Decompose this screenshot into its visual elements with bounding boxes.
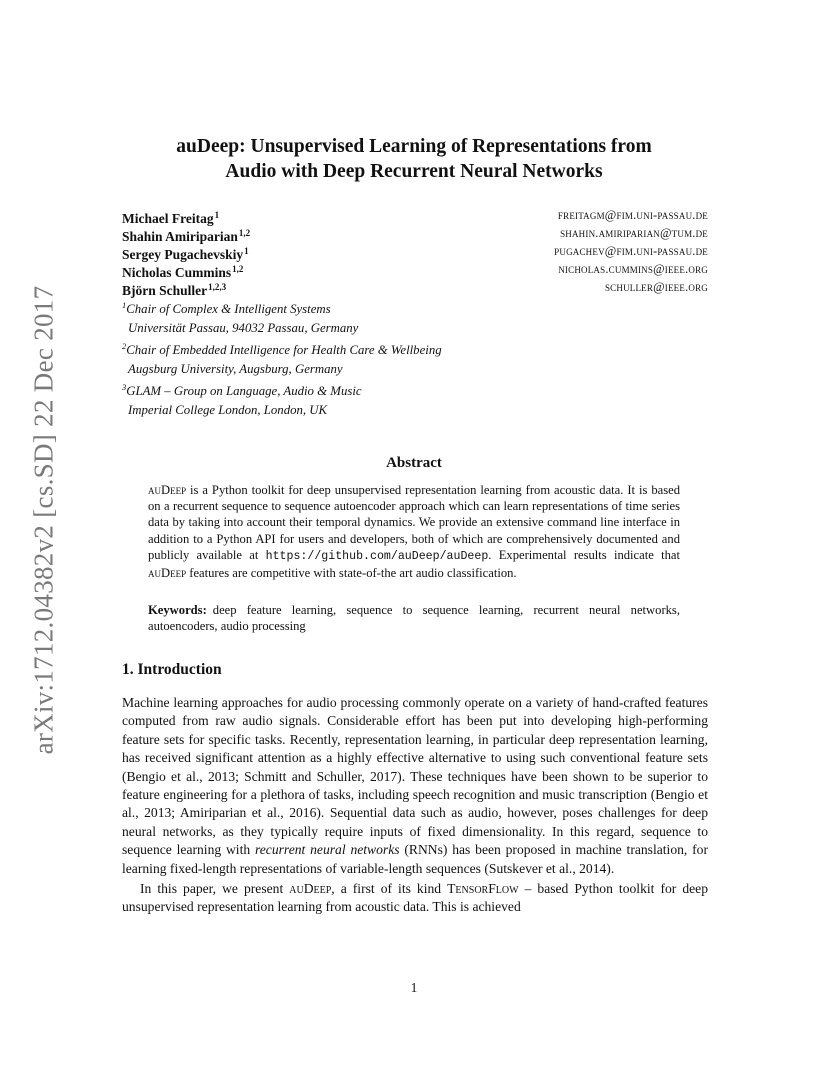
author-affil-sup: 1,2 (232, 264, 244, 274)
affiliation-line: $^2$Chair of Embedded Intelligence for Health Care & Wellbeing (122, 341, 442, 358)
affiliation-line: $^3$GLAM – Group on Language, Audio & Music (122, 382, 362, 399)
toolkit-name: auDeep (148, 483, 187, 497)
author-email: schuller@ieee.org (604, 280, 708, 294)
author-email: freitagm@fim.uni-passau.de (557, 208, 708, 222)
toolkit-name: auDeep (148, 566, 187, 581)
keywords (148, 602, 680, 634)
author-block (122, 206, 708, 420)
title-line-1: auDeep: Unsupervised Learning of Representations from (176, 136, 652, 157)
author-affil-sup: 1,2 (238, 228, 251, 238)
author-affil-sup: 1,2,3 (208, 282, 227, 292)
affiliation-line: Universität Passau, 94032 Passau, Germany (128, 320, 359, 335)
keywords-text: deep feature learning, sequence to sequence learning, recurrent neural networks, autoencoders, audio processing (148, 603, 680, 634)
abstract-text: auDeep is a Python toolkit for deep unsupervised representation learning from acoustic data. It is based on a recurrent sequence to sequence autoencoder approach which can learn representations of time series data by taking into account their temporal dynamics. We provide an extensive command line interface in addition to a Python API for users and developers, both of which are comprehensively documented and publicly available at https://github.com/auDeep/auDeep. Experimental results indicate that auDeep features are competitive with state-of-the art audio classification. (148, 483, 680, 581)
paper-title (120, 134, 708, 184)
introduction-body (122, 694, 708, 917)
section-heading-introduction: 1. Introduction (122, 661, 222, 678)
author-name: Michael Freitag (122, 211, 214, 226)
author-affil-sup: 1 (214, 210, 220, 220)
affiliations (122, 296, 708, 420)
paragraph: In this paper, we present auDeep, a first of its kind TensorFlow – based Python toolkit for deep unsupervised representation learning from acoustic data. This is achieved (122, 881, 708, 915)
author-name: Nicholas Cummins (122, 265, 232, 280)
tensorflow-name: TensorFlow (447, 881, 519, 897)
author-row (122, 242, 708, 260)
toolkit-name: auDeep (289, 881, 332, 897)
author-row (122, 260, 708, 278)
author-row (122, 224, 708, 242)
arxiv-stamp: arXiv:1712.04382v2 [cs.SD] 22 Dec 2017 (28, 285, 59, 755)
author-name: Shahin Amiriparian (122, 229, 238, 244)
affiliation-line: Imperial College London, London, UK (128, 402, 328, 417)
author-row (122, 278, 708, 296)
abstract-heading: Abstract (386, 455, 442, 471)
author-name: Björn Schuller (122, 283, 208, 298)
affiliation-line: $^1$Chair of Complex & Intelligent Systems (122, 300, 331, 316)
paragraph: Machine learning approaches for audio processing commonly operate on a variety of hand-crafted features computed from raw audio signals. Considerable effort has been put into developing high-performing feature sets for specific tasks. Recently, representation learning, in particular deep representation learning, has received significant attention as a highly effective alternative to using such conventional feature sets (Bengio et al., 2013; Schmitt and Schuller, 2017). These techniques have been shown to be superior to feature engineering for a plethora of tasks, including speech recognition and music transcription (Bengio et al., 2013; Amiriparian et al., 2016). Sequential data such as audio, however, poses challenges for deep neural networks, as they typically require inputs of fixed dimensionality. In this regard, sequence to sequence learning with recurrent neural networks (RNNs) has been proposed in machine translation, for learning fixed-length representations of variable-length sequences (Sutskever et al., 2014). (122, 695, 708, 876)
keywords-label: Keywords: (148, 603, 207, 617)
affiliation-line: Augsburg University, Augsburg, Germany (128, 361, 343, 376)
author-row (122, 206, 708, 224)
author-email: pugachev@fim.uni-passau.de (554, 244, 708, 258)
author-affil-sup: 1 (244, 246, 249, 256)
author-name: Sergey Pugachevskiy (122, 247, 244, 262)
author-email: shahin.amiriparian@tum.de (560, 226, 708, 240)
title-line-2: Audio with Deep Recurrent Neural Networks (225, 161, 603, 182)
page-number: 1 (410, 980, 418, 995)
github-link[interactable]: https://github.com/auDeep/auDeep (265, 549, 489, 563)
author-email: nicholas.cummins@ieee.org (558, 262, 708, 276)
